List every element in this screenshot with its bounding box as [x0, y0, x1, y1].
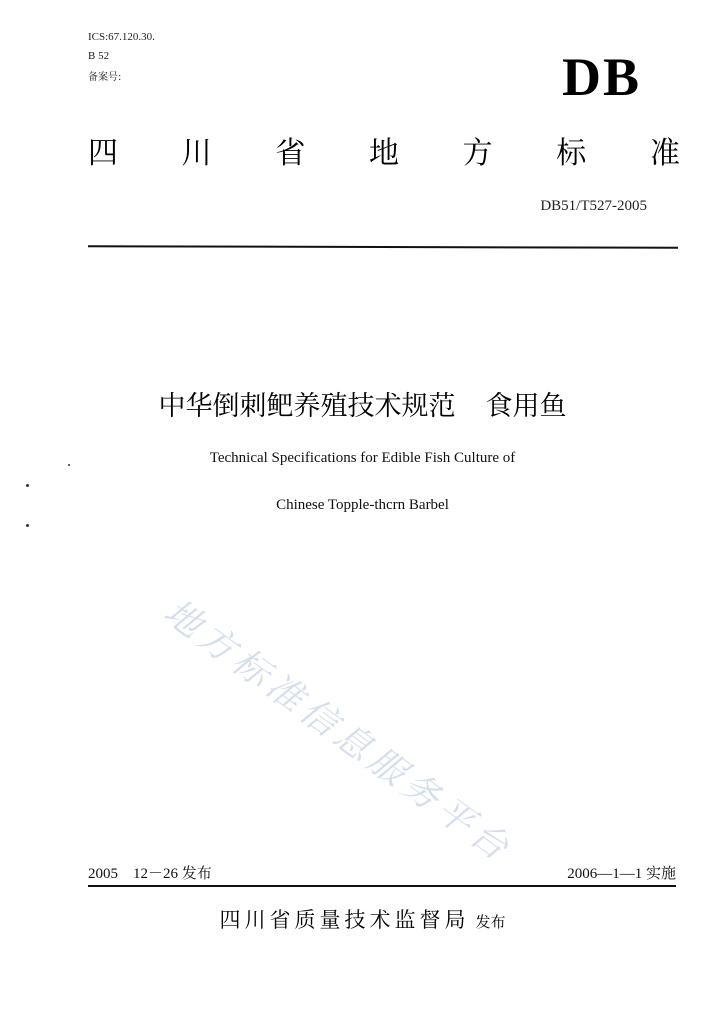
- ics-code: ICS:67.120.30.: [88, 31, 155, 43]
- issuing-authority: [0, 904, 725, 934]
- footer-divider: [88, 885, 676, 887]
- standard-title-char: 标: [556, 136, 587, 171]
- authority-name: 四川省质量技术监督局: [219, 908, 470, 932]
- standard-title-char: 准: [649, 136, 680, 171]
- scan-speck: [26, 484, 29, 487]
- issue-date: 2005 12－26 发布: [88, 866, 212, 882]
- classification-code: B 52: [88, 50, 110, 62]
- scan-speck: [26, 524, 29, 527]
- scan-speck: [68, 464, 70, 466]
- standard-title-char: 四: [88, 136, 118, 171]
- document-title-en-line1: Technical Specifications for Edible Fish Culture of: [209, 450, 516, 466]
- title-cn-sub: 食用鱼: [485, 391, 567, 422]
- header-divider: [88, 245, 678, 249]
- title-cn-main: 中华倒刺鲃养殖技术规范: [158, 391, 456, 422]
- watermark: 地方标准信息服务平台: [156, 591, 521, 872]
- standard-type-title: [88, 128, 680, 172]
- standard-title-char: 地: [368, 136, 399, 171]
- authority-action: 发布: [475, 913, 506, 931]
- filing-number-label: 备案号:: [88, 72, 122, 83]
- implementation-date: 2006—1—1 实施: [567, 866, 676, 882]
- dates-row: [88, 862, 676, 883]
- standard-number: DB51/T527-2005: [540, 198, 647, 214]
- standard-title-char: 川: [181, 136, 212, 171]
- standard-title-char: 省: [275, 136, 306, 171]
- document-title-en-line2: Chinese Topple-thcrn Barbel: [276, 497, 449, 513]
- standard-title-char: 方: [462, 136, 493, 171]
- document-title-cn: [0, 384, 725, 423]
- db-logo: DB: [561, 47, 641, 107]
